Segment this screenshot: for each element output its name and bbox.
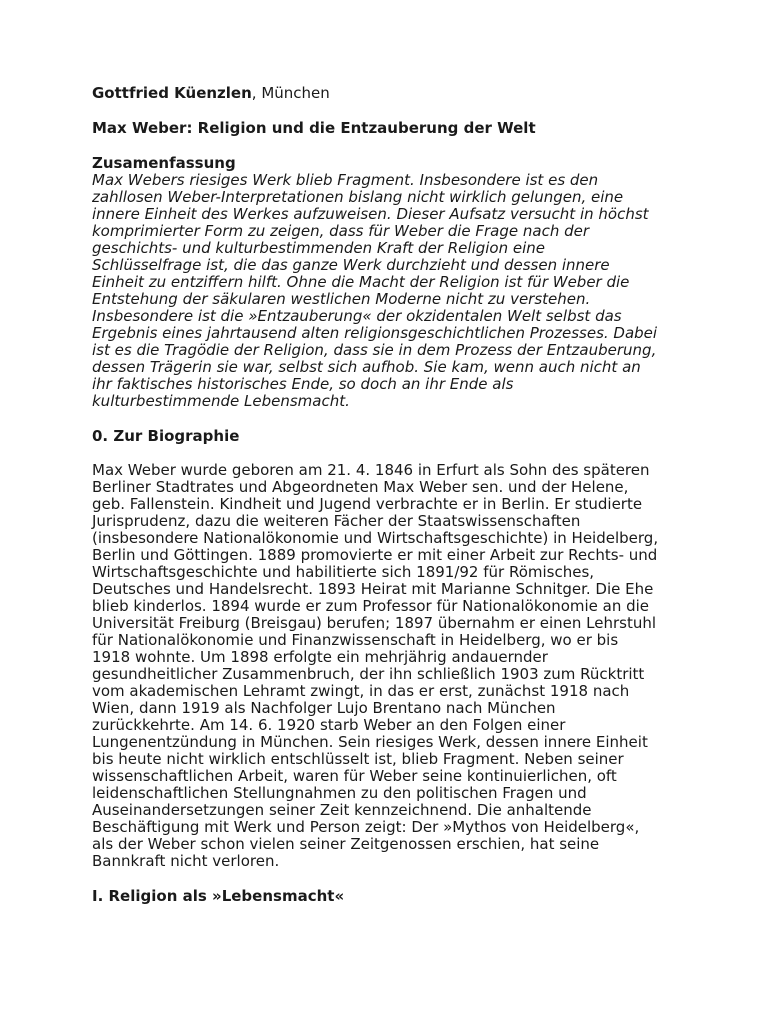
author-line [92, 85, 692, 102]
paragraph-line: vom akademischen Lehramt zwingt, in das er erst, zunächst 1918 nach [92, 682, 630, 700]
paragraph-line: Wirtschaftsgeschichte und habilitierte sich 1891/92 für Römisches, [92, 563, 595, 581]
paragraph-line: als der Weber schon vielen seiner Zeitgenossen erschien, hat seine [92, 835, 600, 853]
document-title: Max Weber: Religion und die Entzauberung der Welt [92, 119, 536, 137]
paragraph-line: leidenschaftlichen Stellungnahmen zu den politischen Fragen und [92, 784, 587, 802]
paragraph-line: Wien, dann 1919 als Nachfolger Lujo Brentano nach München [92, 699, 556, 717]
paragraph-line: Berliner Stadtrates und Abgeordneten Max Weber sen. und der Helene, [92, 478, 629, 496]
paragraph-line: Bannkraft nicht verloren. [92, 852, 280, 870]
paragraph-line: wissenschaftlichen Arbeit, waren für Weber seine kontinuierlichen, oft [92, 767, 617, 785]
abstract-line: Einheit zu entziffern hilft. Ohne die Macht der Religion ist für Weber die [92, 273, 630, 291]
abstract-body [92, 172, 692, 410]
paragraph-line: 1918 wohnte. Um 1898 erfolgte ein mehrjährig andauernder [92, 648, 548, 666]
abstract-line: dessen Trägerin sie war, selbst sich aufhob. Sie kam, wenn auch nicht an [92, 358, 641, 376]
paragraph-line: gesundheitlicher Zusammenbruch, der ihn schließlich 1903 zum Rücktritt [92, 665, 645, 683]
abstract-heading: Zusamenfassung [92, 154, 236, 172]
paragraph-line: Deutsches und Handelsrecht. 1893 Heirat mit Marianne Schnitger. Die Ehe [92, 580, 654, 598]
abstract-line: ihr faktisches historisches Ende, so doch an ihr Ende als [92, 375, 514, 393]
abstract-line: geschichts- und kulturbestimmenden Kraft der Religion eine [92, 239, 546, 257]
abstract-line: zahllosen Weber-Interpretationen bislang nicht wirklich gelungen, eine [92, 188, 624, 206]
abstract-line: Schlüsselfrage ist, die das ganze Werk durchzieht und dessen innere [92, 256, 610, 274]
paragraph-line: für Nationalökonomie und Finanzwissenschaft in Heidelberg, wo er bis [92, 631, 619, 649]
paragraph-line: Auseinandersetzungen seiner Zeit kennzeichnend. Die anhaltende [92, 801, 592, 819]
abstract-line: innere Einheit des Werkes aufzuweisen. Dieser Aufsatz versucht in höchst [92, 205, 649, 223]
abstract-line: komprimierter Form zu zeigen, dass für Weber die Frage nach der [92, 222, 590, 240]
paragraph-line: Jurisprudenz, dazu die weiteren Fächer der Staatswissenschaften [92, 512, 581, 530]
paragraph-line: Universität Freiburg (Breisgau) berufen; 1897 übernahm er einen Lehrstuhl [92, 614, 657, 632]
abstract-line: Entstehung der säkularen westlichen Moderne nicht zu verstehen. [92, 290, 591, 308]
abstract-line: kulturbestimmende Lebensmacht. [92, 392, 350, 410]
paragraph-line: Max Weber wurde geboren am 21. 4. 1846 in Erfurt als Sohn des späteren [92, 461, 650, 479]
abstract-line: Insbesondere ist die »Entzauberung« der okzidentalen Welt selbst das [92, 307, 622, 325]
author-name: Gottfried Küenzlen [92, 84, 252, 102]
paragraph-line: zurückkehrte. Am 14. 6. 1920 starb Weber an den Folgen einer [92, 716, 566, 734]
biography-paragraph [92, 462, 692, 870]
paragraph-line: (insbesondere Nationalökonomie und Wirtschaftsgeschichte) in Heidelberg, [92, 529, 659, 547]
paragraph-line: geb. Fallenstein. Kindheit und Jugend verbrachte er in Berlin. Er studierte [92, 495, 643, 513]
paragraph-line: blieb kinderlos. 1894 wurde er zum Professor für Nationalökonomie an die [92, 597, 650, 615]
section-heading-religion: I. Religion als »Lebensmacht« [92, 887, 345, 905]
abstract-line: Ergebnis eines jahrtausend alten religionsgeschichtlichen Prozesses. Dabei [92, 324, 658, 342]
paragraph-line: Berlin und Göttingen. 1889 promovierte er mit einer Arbeit zur Rechts- und [92, 546, 658, 564]
author-place: , München [251, 84, 330, 102]
paragraph-line: bis heute nicht wirklich entschlüsselt ist, blieb Fragment. Neben seiner [92, 750, 624, 768]
paragraph-line: Lungenentzündung in München. Sein riesiges Werk, dessen innere Einheit [92, 733, 648, 751]
document-page [92, 85, 692, 905]
abstract-line: ist es die Tragödie der Religion, dass sie in dem Prozess der Entzauberung, [92, 341, 657, 359]
abstract-line: Max Webers riesiges Werk blieb Fragment. Insbesondere ist es den [92, 171, 599, 189]
paragraph-line: Beschäftigung mit Werk und Person zeigt: Der »Mythos von Heidelberg«, [92, 818, 640, 836]
section-heading-biography: 0. Zur Biographie [92, 427, 240, 445]
